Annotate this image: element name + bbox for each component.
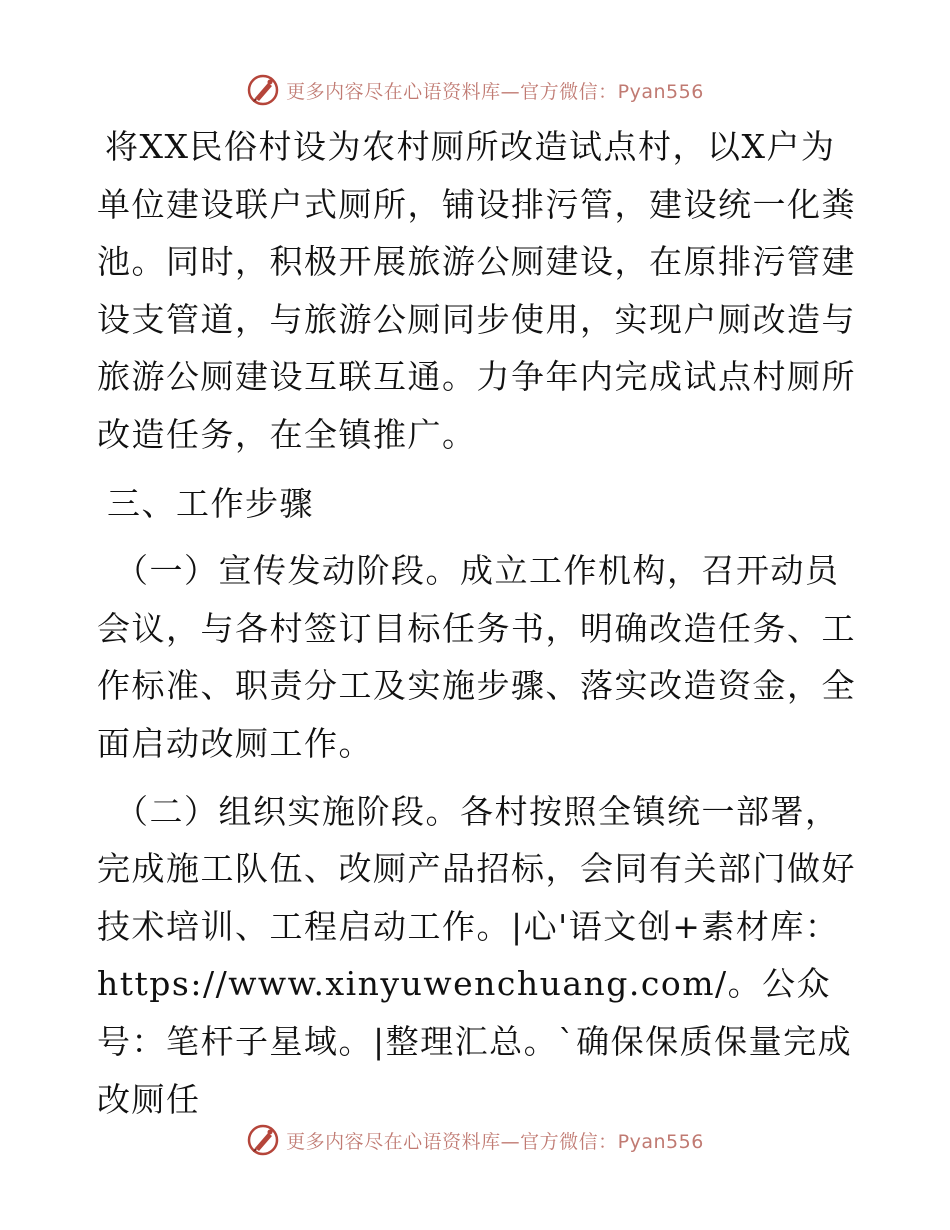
paragraph-publicity-stage: （一）宣传发动阶段。成立工作机构，召开动员会议，与各村签订目标任务书，明确改造任务、工作标准、职责分工及实施步骤、落实改造资金，全面启动改厕工作。 [97,551,856,763]
footer-watermark [0,1120,950,1160]
watermark-text: 更多内容尽在心语资料库—官方微信：Pyan556 [286,80,704,103]
section-heading-work-steps: 三、工作步骤 [107,483,314,523]
paragraph-implementation-stage: （二）组织实施阶段。各村按照全镇统一部署，完成施工队伍、改厕产品招标，会同有关部门做好技术培训、工程启动工作。|心'语文创+素材库：https://www.xinyuwenchuang.com/。公众号：笔杆子星域。|整理汇总。`确保保质保量完成改厕任 [97,791,856,1119]
paragraph-pilot-village: 将XX民俗村设为农村厕所改造试点村，以X户为单位建设联户式厕所，铺设排污管，建设统一化粪池。同时，积极开展旅游公厕建设，在原排污管建设支管道，与旅游公厕同步使用，实现户厕改造与旅游公厕建设互联互通。力争年内完成试点村厕所改造任务，在全镇推广。 [97,127,856,454]
pen-seal-logo-icon [246,73,280,107]
pen-seal-logo-icon [246,1123,280,1157]
header-watermark [0,70,950,110]
document-body [97,118,857,1128]
watermark-text: 更多内容尽在心语资料库—官方微信：Pyan556 [286,1130,704,1153]
